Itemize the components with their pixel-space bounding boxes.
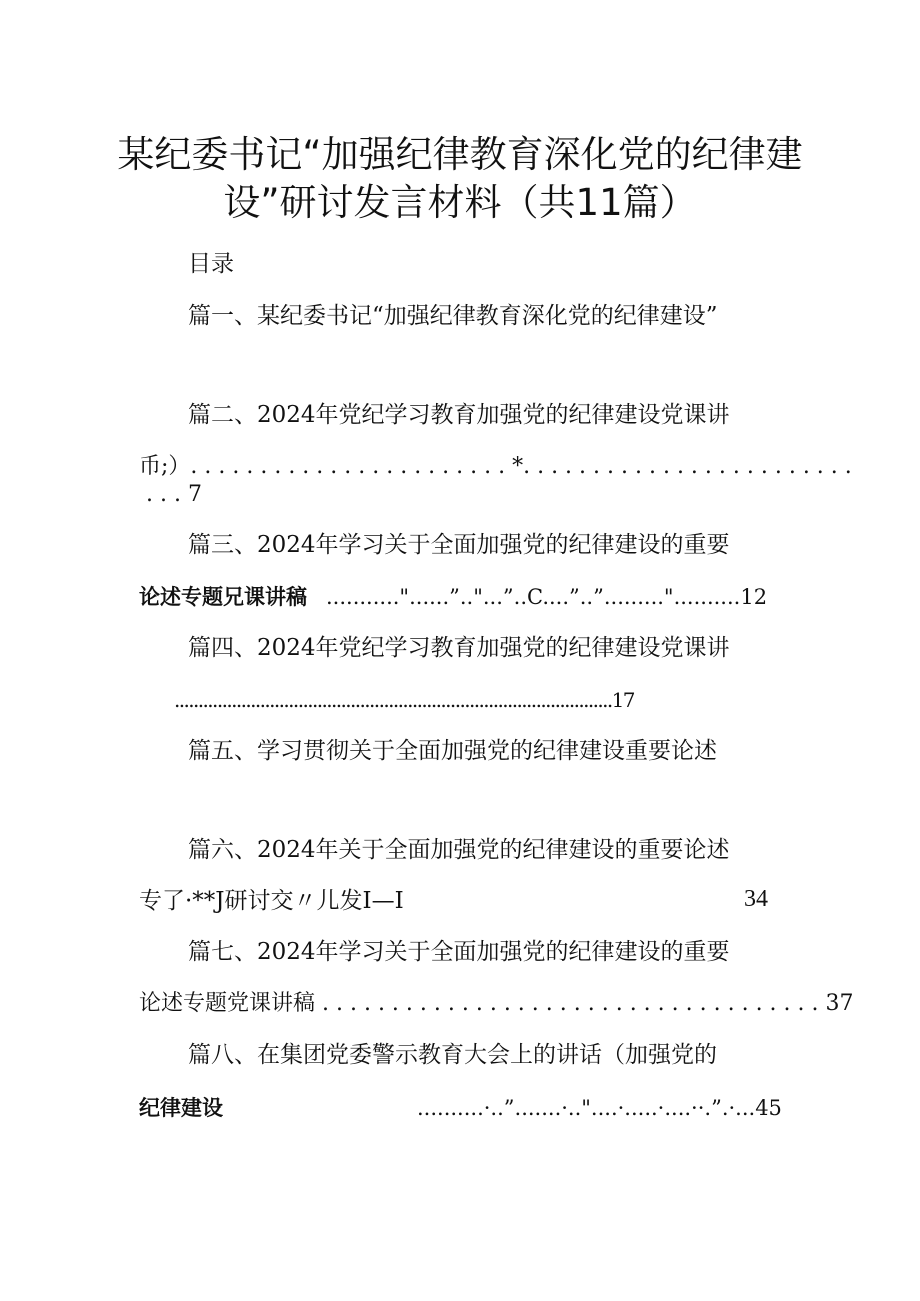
toc-entry-3-continuation: 论述专题兄课讲稿 [139,585,307,609]
toc-entry-4-leader-page: ............................................................................................17 [174,688,634,712]
toc-entry-8-continuation: 纪律建设 [139,1096,223,1120]
toc-entry-2-title[interactable]: 篇二、2024年党纪学习教育加强党的纪律建设党课讲 [188,402,730,428]
toc-entry-8-title[interactable]: 篇八、在集团党委警示教育大会上的讲话（加强党的 [188,1042,717,1068]
toc-entry-1-title[interactable]: 篇一、某纪委书记“加强纪律教育深化党的纪律建设” [188,303,718,329]
toc-entry-6-page: 34 [744,886,768,912]
toc-entry-3-title[interactable]: 篇三、2024年学习关于全面加强党的纪律建设的重要 [188,532,730,558]
toc-entry-7-continuation-page: 论述专题党课讲稿 . . . . . . . . . . . . . . . . . . . . . . . . . . . . . . . . . . . . 37 [139,991,854,1016]
toc-entry-6-continuation: 专了·**J研讨交〃儿发I—I [139,888,404,914]
toc-heading: 目录 [188,251,234,277]
document-title-line-1: 某纪委书记“加强纪律教育深化党的纪律建 [117,133,803,176]
toc-entry-2-leader: 币;）. . . . . . . . . . . . . . . . . . . . . . . *. . . . . . . . . . . . . . . . . . . . . . . . [139,454,852,479]
document-title-line-2: 设”研讨发言材料（共11篇） [223,181,697,224]
toc-entry-5-title[interactable]: 篇五、学习贯彻关于全面加强党的纪律建设重要论述 [188,738,717,764]
toc-entry-8-leader-page: ..........·..”.......·.."....·.....·....··.”.·...45 [417,1096,782,1120]
toc-entry-3-leader-page: ..........."......”.."...”..C....”..”........."..........12 [326,585,768,609]
toc-entry-6-title[interactable]: 篇六、2024年关于全面加强党的纪律建设的重要论述 [188,837,730,863]
toc-entry-7-title[interactable]: 篇七、2024年学习关于全面加强党的纪律建设的重要 [188,939,730,965]
toc-entry-4-title[interactable]: 篇四、2024年党纪学习教育加强党的纪律建设党课讲 [188,635,730,661]
toc-entry-2-page: . . . 7 [146,482,202,507]
